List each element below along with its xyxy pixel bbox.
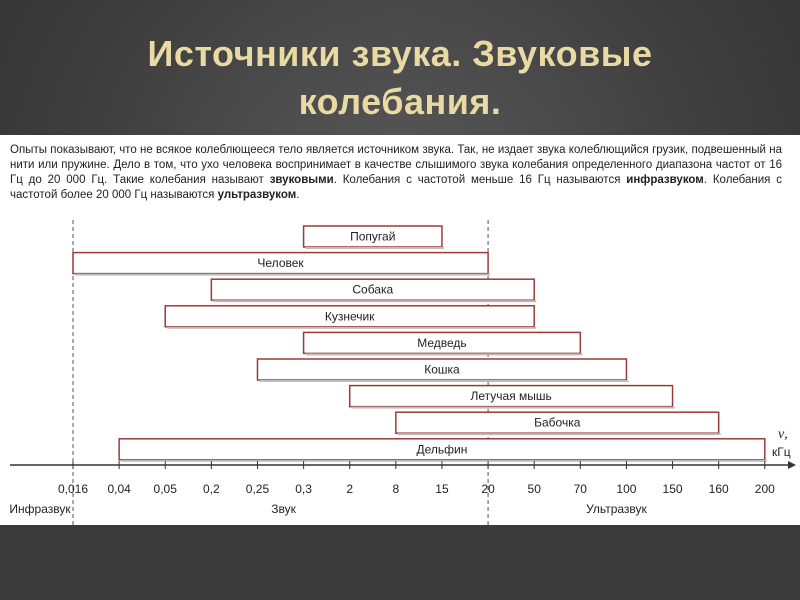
range-bar-shadow	[398, 433, 721, 435]
intro-text-part-4: .	[296, 189, 300, 201]
slide-title-line-2: колебания.	[298, 81, 502, 122]
region-label: Ультразвук	[586, 502, 647, 516]
range-bar-label: Бабочка	[534, 415, 581, 430]
x-tick-label: 70	[573, 482, 587, 496]
range-bar-shadow	[306, 247, 444, 249]
range-bar-label: Кузнечик	[324, 309, 375, 324]
intro-text-part-3: . Колебания с частотой более 20 000 Гц называются	[10, 174, 783, 201]
x-tick-label: 0,2	[203, 482, 220, 496]
range-bar-label: Медведь	[417, 335, 467, 350]
x-tick-label: 0,05	[153, 482, 177, 496]
x-axis-arrow-icon	[788, 461, 796, 469]
x-tick-label: 0,25	[245, 482, 270, 496]
range-bar-label: Человек	[257, 256, 304, 271]
x-tick-label: 0,04	[107, 482, 131, 496]
intro-term-infrasound: инфразвуком	[626, 174, 704, 186]
range-bar-shadow	[352, 407, 675, 409]
x-tick-label: 160	[708, 482, 729, 496]
x-axis-unit-label: кГц	[772, 445, 791, 459]
x-tick-label: 50	[527, 482, 541, 496]
x-axis-symbol-label: ν,	[778, 427, 788, 442]
x-tick-label: 0,3	[295, 482, 312, 496]
x-tick-label: 0,016	[57, 482, 89, 496]
range-bar-label: Дельфин	[416, 442, 468, 457]
region-label: Инфразвук	[9, 502, 71, 516]
x-tick-label: 15	[435, 482, 449, 496]
range-bar-shadow	[75, 274, 490, 276]
range-bar-shadow	[259, 380, 628, 382]
intro-term-ultrasound: ультразвуком	[217, 189, 297, 201]
slide-title-line-1: Источники звука. Звуковые	[147, 33, 653, 74]
x-tick-label: 8	[392, 482, 400, 496]
intro-text-part-2: . Колебания с частотой меньше 16 Гц называются	[333, 174, 627, 186]
range-bar-shadow	[167, 327, 536, 329]
range-bar-shadow	[213, 300, 536, 302]
range-bar-label: Летучая мышь	[470, 389, 552, 404]
range-bar-label: Кошка	[424, 362, 460, 377]
range-bar-label: Собака	[352, 282, 394, 297]
x-tick-label: 150	[662, 482, 683, 496]
range-bar-label: Попугай	[350, 229, 396, 244]
intro-text-part-1: Опыты показывают, что не всякое колеблющееся тело является источником звука. Так, не издает звука колеблющийся грузик, подвешенный на нити или пружине. Дело в том, что ухо человека воспринимает в качестве слышимого звука колебания определенного диапазона частот от 16 Гц до 20 000 Гц. Такие колебания называют	[10, 144, 782, 186]
region-label: Звук	[271, 502, 296, 516]
range-bar-shadow	[121, 460, 767, 462]
intro-term-sound: звуковыми	[269, 174, 334, 186]
range-bar-shadow	[306, 353, 583, 355]
x-tick-label: 2	[346, 482, 354, 496]
x-tick-label: 200	[754, 482, 775, 496]
x-tick-label: 20	[481, 482, 495, 496]
x-tick-label: 100	[616, 482, 637, 496]
